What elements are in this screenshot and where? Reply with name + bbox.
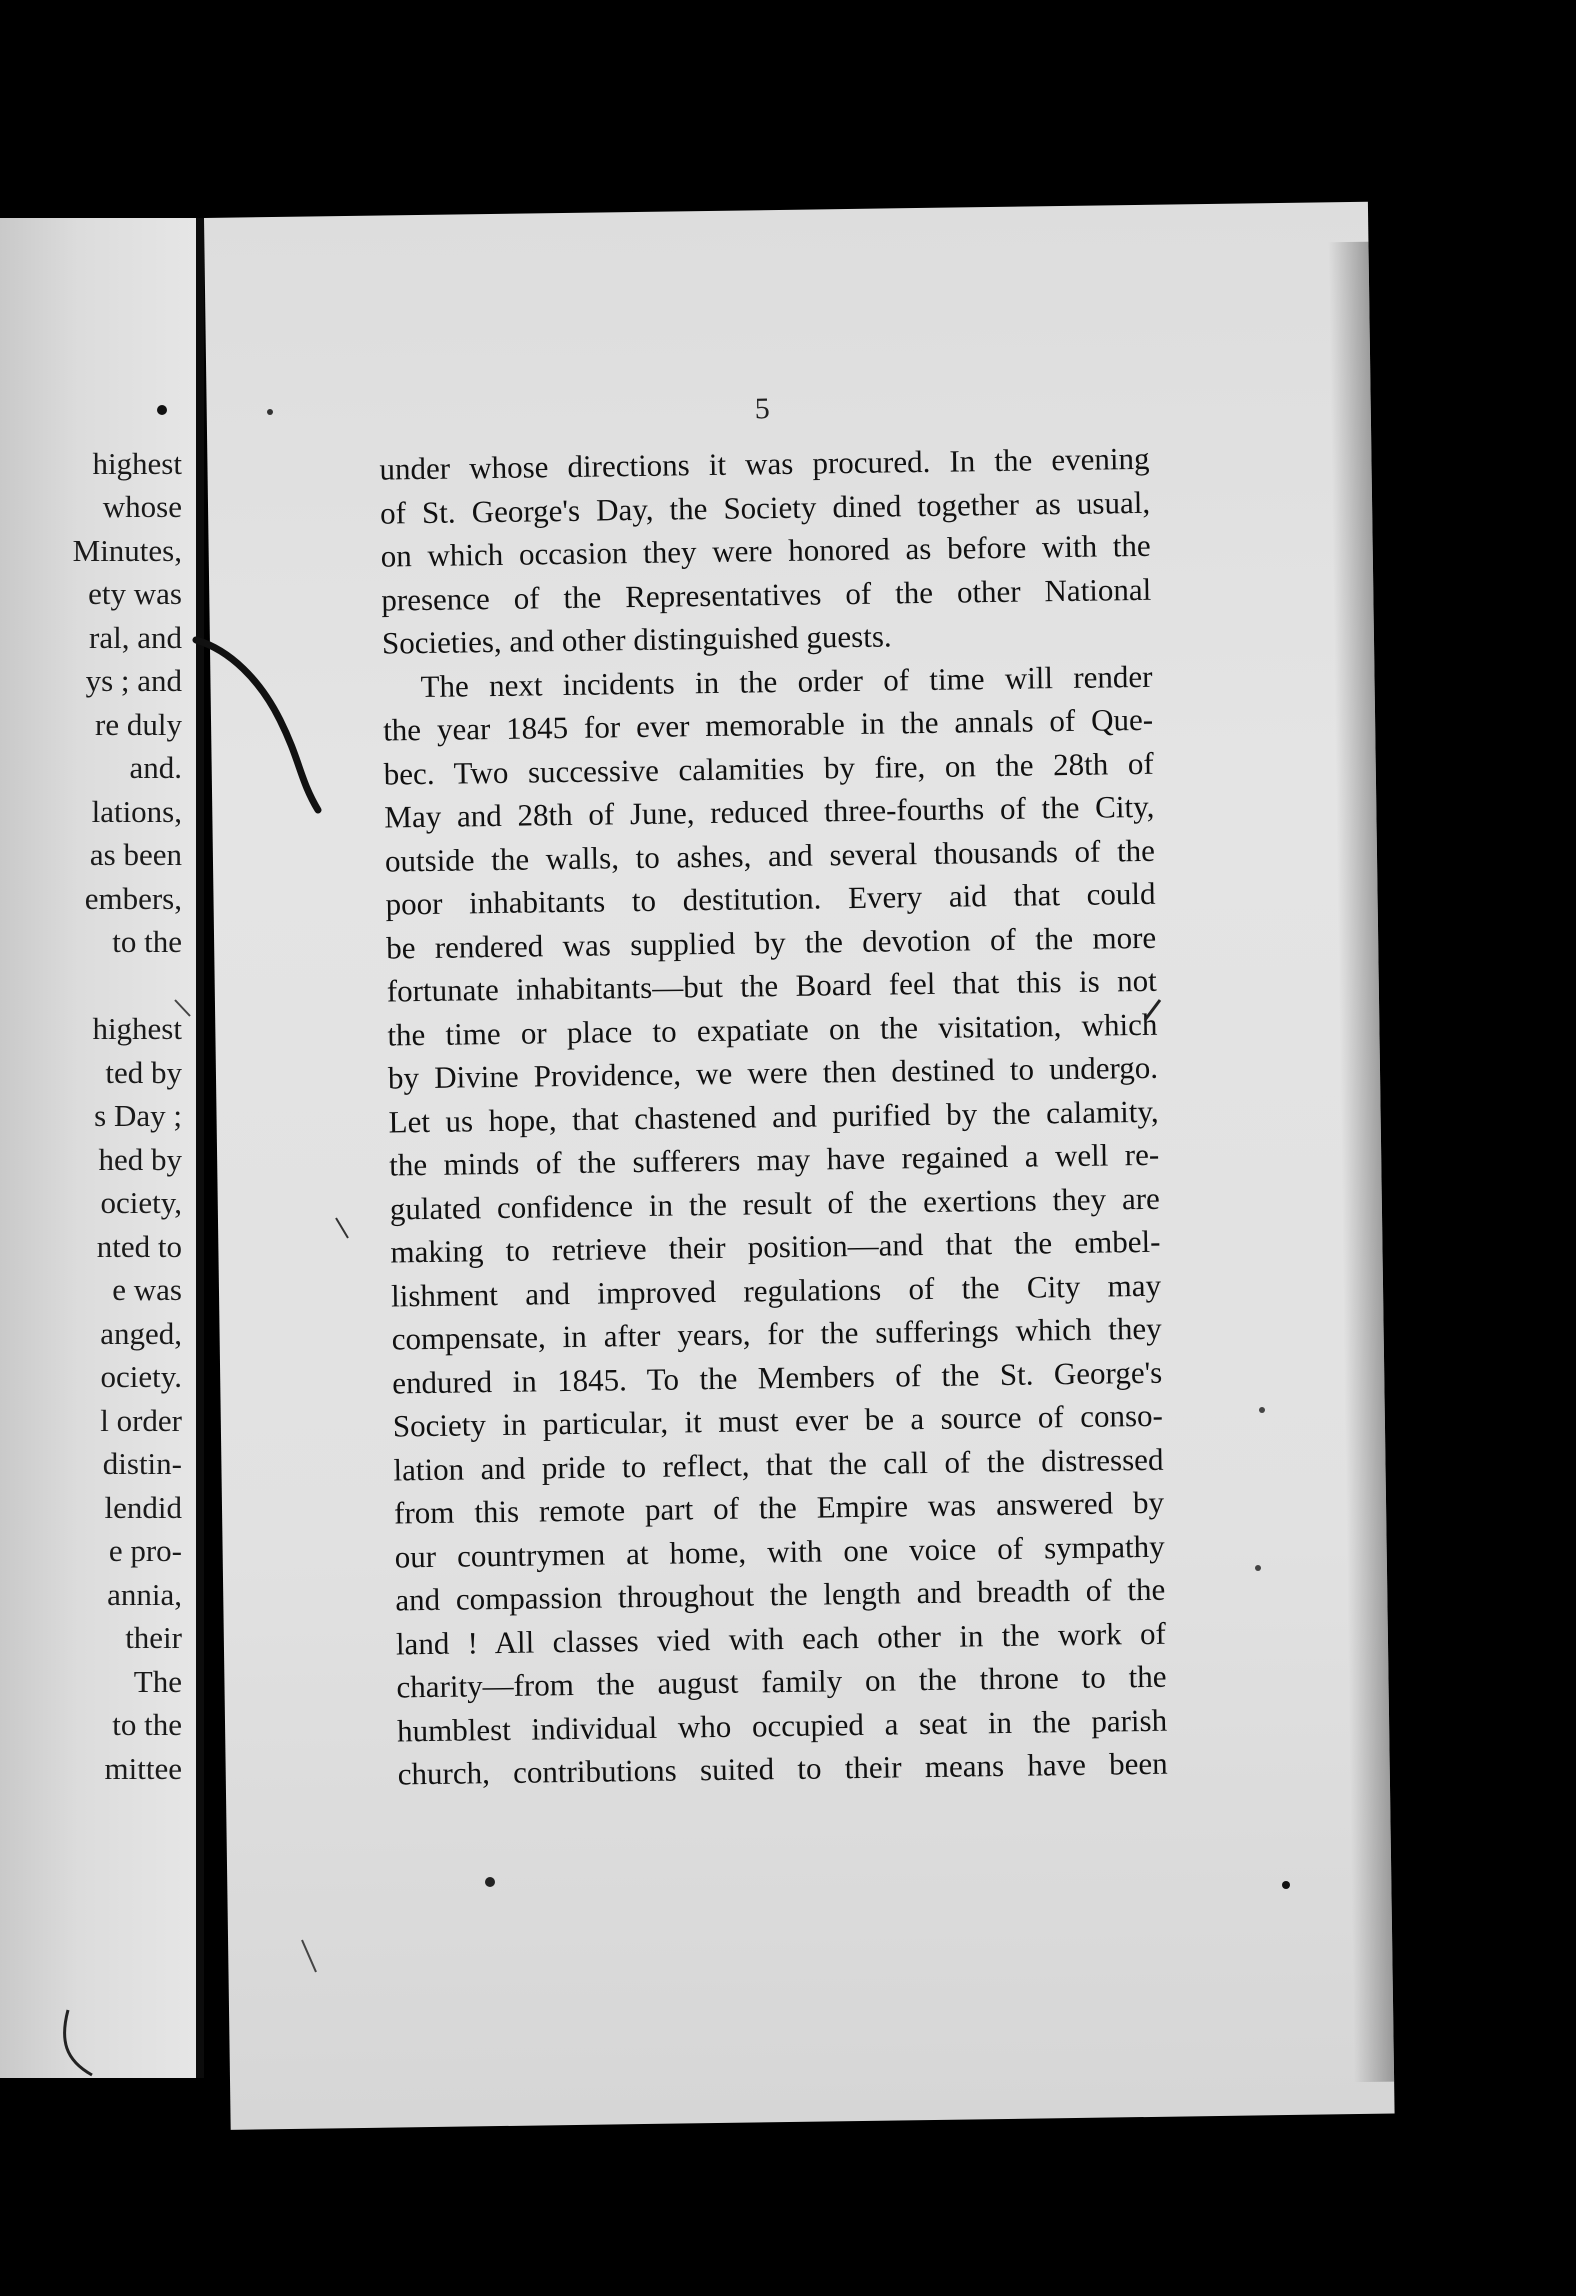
- text-line: lation and pride to reflect, that the call of the distressed: [393, 1441, 1164, 1487]
- left-fragment-line: to the: [112, 1707, 182, 1742]
- left-fragment-line: s Day ;: [94, 1098, 182, 1133]
- left-fragment-line: ys ; and: [85, 663, 182, 698]
- text-line: the minds of the sufferers may have regained a well re-: [388, 1136, 1160, 1183]
- left-fragment-line: lendid: [104, 1490, 182, 1525]
- text-line: lishment and improved regulations of the City may: [390, 1267, 1162, 1313]
- speck-mark: [1255, 1565, 1261, 1571]
- text-line: presence of the Representatives of the other National: [381, 571, 1152, 618]
- speck-mark: [1259, 1407, 1265, 1413]
- left-fragment-line: nted to: [96, 1229, 182, 1264]
- left-fragment-line: lations,: [91, 794, 182, 829]
- paragraph-start-line: The next incidents in the order of time will render: [420, 658, 1153, 704]
- hair-mark: [196, 640, 318, 810]
- text-line: under whose directions it was procured. In the evening: [379, 440, 1150, 487]
- text-line: Let us hope, that chastened and purified by the calamity,: [388, 1093, 1159, 1140]
- text-line: poor inhabitants to destitution. Every aid that could: [385, 875, 1156, 922]
- text-line: gulated confidence in the result of the exertions they are: [389, 1180, 1161, 1226]
- text-line: of St. George's Day, the Society dined together as usual,: [379, 484, 1151, 531]
- speck-mark: [485, 1877, 495, 1887]
- hair-mark: [336, 1218, 348, 1238]
- left-fragment-line: whose: [102, 489, 182, 524]
- left-fragment-line: hed by: [98, 1142, 182, 1177]
- text-line: fortunate inhabitants—but the Board feel that this is not: [386, 962, 1157, 1009]
- hair-mark: [302, 1940, 316, 1972]
- left-fragment-line: highest: [92, 1011, 182, 1046]
- left-fragment-line: as been: [89, 837, 182, 872]
- text-line: Society in particular, it must ever be a source of conso-: [392, 1397, 1164, 1444]
- left-fragment-line: their: [125, 1620, 182, 1655]
- text-line: humblest individual who occupied a seat in the parish: [396, 1702, 1168, 1748]
- left-fragment-line: e was: [112, 1272, 182, 1307]
- left-fragment-line: ociety.: [100, 1359, 182, 1394]
- text-line: the time or place to expatiate on the visitation, which: [387, 1006, 1158, 1053]
- hair-mark: [1145, 1000, 1160, 1020]
- text-line: the year 1845 for ever memorable in the annals of Que-: [382, 701, 1154, 748]
- hair-mark: [175, 1000, 190, 1016]
- text-line: Societies, and other distinguished guests.: [381, 618, 892, 661]
- text-line: endured in 1845. To the Members of the St. George's: [392, 1354, 1163, 1400]
- text-line: making to retrieve their position—and that the embel-: [390, 1223, 1161, 1270]
- hair-mark: [65, 2010, 92, 2075]
- text-line: outside the walls, to ashes, and several thousands of the: [384, 832, 1156, 879]
- text-line: on which occasion they were honored as before with the: [380, 527, 1151, 574]
- left-fragment-line: ral, and: [89, 620, 182, 655]
- text-line: and compassion throughout the length and breadth of the: [395, 1571, 1166, 1618]
- left-fragment-line: and.: [129, 750, 182, 785]
- left-fragment-line: Minutes,: [72, 533, 182, 568]
- left-fragment-line: The: [133, 1664, 182, 1699]
- text-line: charity—from the august family on the throne to the: [396, 1658, 1167, 1705]
- text-line: by Divine Providence, we were then destined to undergo.: [387, 1049, 1159, 1096]
- left-fragment-line: l order: [100, 1403, 182, 1438]
- text-line: from this remote part of the Empire was answered by: [393, 1484, 1165, 1531]
- left-fragment-line: to the: [112, 924, 182, 959]
- speck-mark: [1282, 1881, 1290, 1889]
- left-fragment-line: re duly: [95, 707, 182, 742]
- left-fragment-line: ociety,: [100, 1185, 182, 1220]
- left-fragment-line: e pro-: [108, 1533, 182, 1568]
- page-number: 5: [754, 392, 770, 426]
- text-line: be rendered was supplied by the devotion of the more: [385, 919, 1157, 966]
- text-line: compensate, in after years, for the sufferings which they: [391, 1310, 1162, 1357]
- left-fragment-line: ety was: [88, 576, 182, 611]
- text-line: church, contributions suited to their means have been: [397, 1745, 1168, 1792]
- text-line: land ! All classes vied with each other in the work of: [395, 1615, 1167, 1661]
- left-fragment-line: distin-: [102, 1446, 182, 1481]
- text-line: May and 28th of June, reduced three-fourths of the City,: [384, 788, 1155, 835]
- speck-mark: [157, 405, 167, 415]
- left-fragment-line: embers,: [84, 881, 182, 916]
- text-line: our countrymen at home, with one voice of sympathy: [394, 1528, 1165, 1574]
- left-fragment-line: highest: [92, 446, 182, 481]
- left-fragment-line: mittee: [104, 1751, 182, 1786]
- left-fragment-line: ted by: [105, 1055, 182, 1090]
- text-line: bec. Two successive calamities by fire, on the 28th of: [383, 745, 1154, 792]
- speck-mark: [267, 409, 273, 415]
- left-fragment-line: anged,: [100, 1316, 182, 1351]
- left-fragment-line: annia,: [107, 1577, 182, 1612]
